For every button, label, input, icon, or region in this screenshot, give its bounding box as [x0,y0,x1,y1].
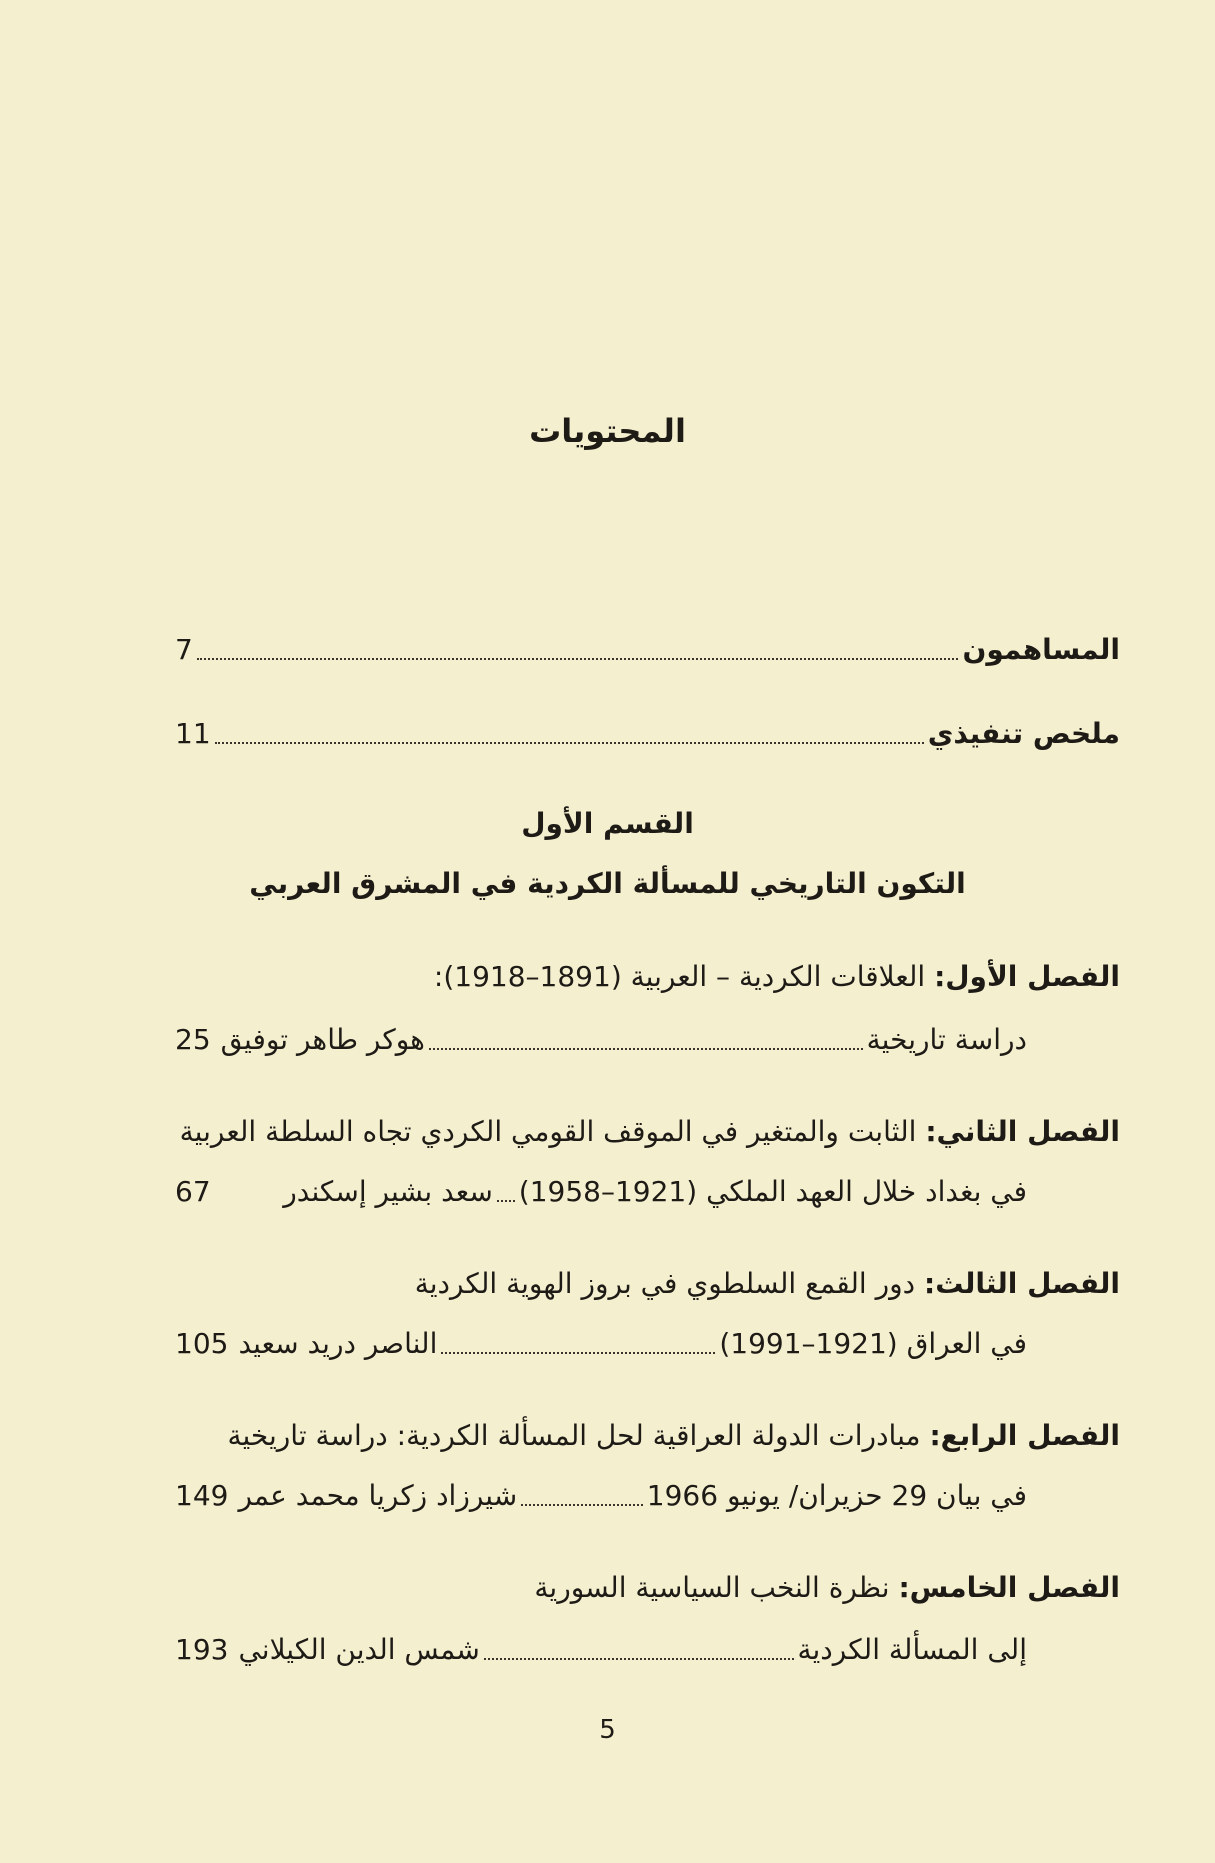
chapter-page: 67 [175,1175,211,1208]
leader-dots [521,1503,643,1506]
chapter-page: 193 [175,1633,229,1666]
chapter-author: شيرزاد زكريا محمد عمر [238,1479,518,1512]
toc-entry-contributors[interactable] [175,628,1120,672]
page-title: المحتويات [529,412,686,450]
section-subtitle: التكون التاريخي للمسألة الكردية في المشرق العربي [249,867,966,900]
chapter-title-continued: في العراق (1921–1991) [719,1327,1027,1360]
chapter-label: الفصل الثالث: [924,1267,1120,1300]
chapter-author: الناصر دريد سعيد [238,1327,438,1360]
chapter-author: هوكر طاهر توفيق [220,1023,425,1056]
leader-dots [497,1199,515,1202]
chapter-label: الفصل الثاني: [925,1115,1120,1148]
entry-page: 7 [175,633,193,666]
chapter-title-continued: في بغداد خلال العهد الملكي (1921–1958) [518,1175,1027,1208]
chapter-5-entry[interactable] [175,1628,1027,1672]
section-name: القسم الأول [521,807,694,840]
chapter-label: الفصل الخامس: [898,1571,1120,1604]
toc-entry-executive-summary[interactable] [175,712,1120,756]
chapter-1-heading[interactable] [434,955,1120,999]
chapter-title-continued: إلى المسألة الكردية [797,1633,1027,1666]
chapter-4-entry[interactable] [175,1474,1027,1518]
chapter-title-continued: دراسة تاريخية [866,1023,1027,1056]
chapter-title: مبادرات الدولة العراقية لحل المسألة الكردية: دراسة تاريخية [227,1419,921,1452]
entry-label: ملخص تنفيذي [927,717,1120,750]
chapter-title: نظرة النخب السياسية السورية [534,1571,890,1604]
chapter-title: دور القمع السلطوي في بروز الهوية الكردية [414,1267,916,1300]
leader-dots [197,657,959,660]
chapter-2-entry[interactable] [175,1170,1027,1214]
chapter-5-heading[interactable] [534,1566,1120,1610]
entry-page: 11 [175,717,211,750]
chapter-author: سعد بشير إسكندر [283,1175,493,1208]
chapter-label: الفصل الرابع: [929,1419,1120,1452]
page-number: 5 [599,1715,616,1745]
chapter-4-heading[interactable] [227,1414,1120,1458]
leader-dots [441,1351,715,1354]
leader-dots [484,1657,794,1660]
chapter-3-entry[interactable] [175,1322,1027,1366]
chapter-1-entry[interactable] [175,1018,1027,1062]
chapter-title: الثابت والمتغير في الموقف القومي الكردي تجاه السلطة العربية [179,1115,917,1148]
leader-dots [429,1047,863,1050]
chapter-3-heading[interactable] [415,1262,1120,1306]
chapter-author: شمس الدين الكيلاني [238,1633,480,1666]
chapter-2-heading[interactable] [180,1110,1120,1154]
chapter-title-continued: في بيان 29 حزيران/ يونيو 1966 [646,1479,1027,1512]
leader-dots [215,741,924,744]
chapter-page: 105 [175,1327,229,1360]
chapter-label: الفصل الأول: [934,960,1120,993]
chapter-page: 149 [175,1479,229,1512]
chapter-page: 25 [175,1023,211,1056]
entry-label: المساهمون [962,633,1120,666]
chapter-title: العلاقات الكردية – العربية (1891–1918): [433,960,926,993]
